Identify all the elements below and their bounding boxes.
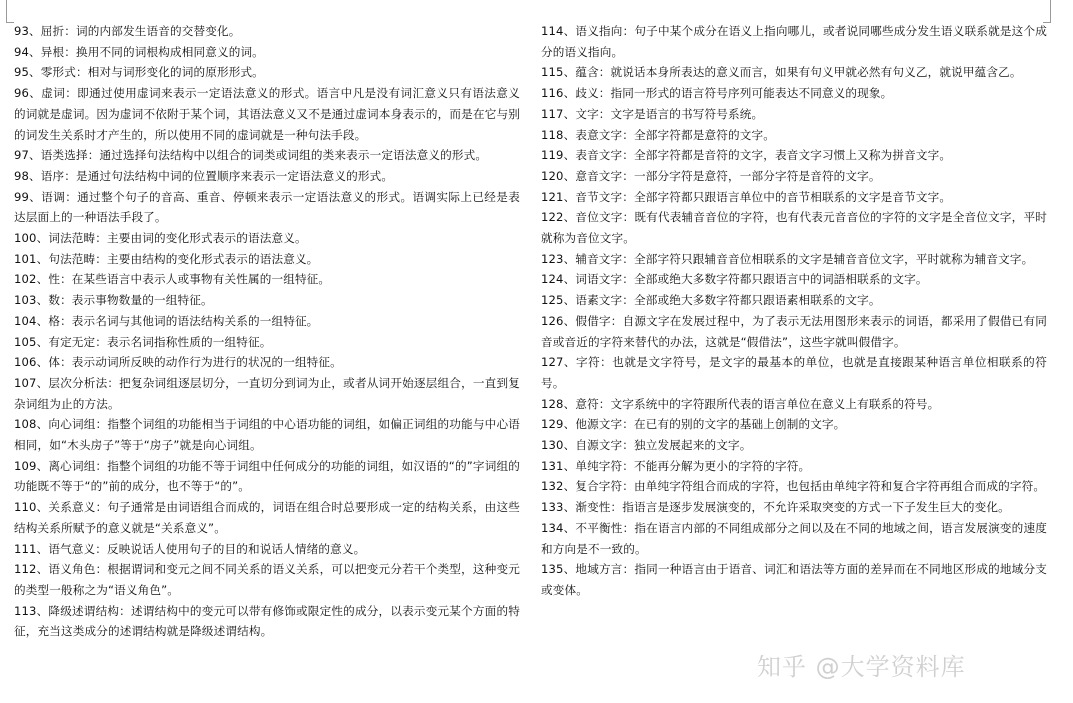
- glossary-entry: 117、文字：文字是语言的书写符号系统。: [541, 106, 764, 121]
- watermark: 知乎 @大学资料库: [757, 653, 966, 681]
- glossary-entry: 113、降级述谓结构：述谓结构中的变元可以带有修饰或限定性的成分，以表示变元某个方面的特征，充当这类成分的述谓结构就是降级述谓结构。: [14, 603, 520, 639]
- glossary-entry: 123、辅音文字：全部字符只跟辅音音位相联系的文字是辅音音位文字，平时就称为辅音文字。: [541, 251, 1034, 266]
- glossary-entry: 96、虚词：即通过使用虚词来表示一定语法意义的形式。语言中凡是没有词汇意义只有语法意义的词就是虚词。因为虚词不依附于某个词，其语法意义又不是通过虚词本身表示的，而是在它与别的词发生关系时才产生的，所以使用不同的虚词就是一种句法手段。: [14, 86, 520, 142]
- right-column: [541, 21, 1047, 601]
- glossary-entry: 118、表意文字：全部字符都是意符的文字。: [541, 127, 775, 142]
- glossary-entry: 97、语类选择：通过选择句法结构中以组合的词类或词组的类来表示一定语法意义的形式。: [14, 148, 488, 163]
- glossary-entry: 105、有定无定：表示名词指称性质的一组特征。: [14, 334, 272, 349]
- glossary-entry: 127、字符：也就是文字符号，是文字的最基本的单位，也就是直接跟某种语言单位相联系的符号。: [541, 355, 1047, 390]
- glossary-entry: 126、假借字：自源文字在发展过程中，为了表示无法用图形来表示的词语，都采用了假借已有同音或音近的字符来替代的办法，这就是“假借法”，这些字就叫假借字。: [541, 313, 1047, 349]
- glossary-entry: 94、异根：换用不同的词根构成相同意义的词。: [14, 44, 264, 59]
- glossary-entry: 128、意符：文字系统中的字符跟所代表的语言单位在意义上有联系的符号。: [541, 396, 940, 411]
- glossary-entry: 99、语调：通过整个句子的音高、重音、停顿来表示一定语法意义的形式。语调实际上已经是表达层面上的一种语法手段了。: [14, 189, 520, 225]
- glossary-entry: 108、向心词组：指整个词组的功能相当于词组的中心语功能的词组，如偏正词组的功能与中心语相同，如“木头房子”等于“房子”就是向心词组。: [14, 417, 520, 453]
- glossary-entry: 103、数：表示事物数量的一组特征。: [14, 293, 213, 308]
- glossary-entry: 121、音节文字：全部字符都只跟语言单位中的音节相联系的文字是音节文字。: [541, 189, 952, 204]
- glossary-entry: 102、性：在某些语言中表示人或事物有关性属的一组特征。: [14, 272, 331, 287]
- glossary-entry: 104、格：表示名词与其他词的语法结构关系的一组特征。: [14, 313, 319, 328]
- glossary-entry: 114、语义指向：句子中某个成分在语义上指向哪儿，或者说同哪些成分发生语义联系就是这个成分的语义指向。: [541, 24, 1047, 59]
- left-column: [14, 21, 520, 642]
- glossary-entry: 130、自源文字：独立发展起来的文字。: [541, 438, 752, 453]
- glossary-entry: 106、体：表示动词所反映的动作行为进行的状况的一组特征。: [14, 355, 342, 370]
- glossary-entry: 134、不平衡性：指在语言内部的不同组成部分之间以及在不同的地域之间，语言发展演变的速度和方向是不一致的。: [541, 520, 1047, 556]
- glossary-entry: 112、语义角色：根据谓词和变元之间不同关系的语义关系，可以把变元分若干个类型，这种变元的类型一般称之为“语义角色”。: [14, 562, 520, 597]
- glossary-entry: 135、地域方言：指同一种语言由于语音、词汇和语法等方面的差异而在不同地区形成的地域分支或变体。: [541, 562, 1047, 597]
- glossary-entry: 125、语素文字：全部或绝大多数字符都只跟语素相联系的文字。: [541, 293, 881, 308]
- glossary-entry: 116、歧义：指同一形式的语言符号序列可能表达不同意义的现象。: [541, 86, 893, 101]
- page-corner-mark-right: [1050, 0, 1051, 22]
- glossary-entry: 98、语序：是通过句法结构中词的位置顺序来表示一定语法意义的形式。: [14, 168, 394, 183]
- glossary-entry: 93、屈折：词的内部发生语音的交替变化。: [14, 24, 241, 38]
- glossary-entry: 124、词语文字：全部或绝大多数字符都只跟语言中的词語相联系的文字。: [541, 272, 928, 287]
- glossary-entry: 133、渐变性：指语言是逐步发展演变的，不允许采取突变的方式一下子发生巨大的变化。: [541, 500, 1010, 515]
- glossary-entry: 107、层次分析法：把复杂词组逐层切分，一直切分到词为止，或者从词开始逐层组合，一直到复杂词组为止的方法。: [14, 375, 520, 411]
- glossary-entry: 109、离心词组：指整个词组的功能不等于词组中任何成分的功能的词组，如汉语的“的”字词组的功能既不等于“的”前的成分，也不等于“的”。: [14, 458, 520, 494]
- glossary-entry: 132、复合字符：由单纯字符组合而成的字符，也包括由单纯字符和复合字符再组合而成的字符。: [541, 479, 1046, 494]
- glossary-entry: 95、零形式：相对与词形变化的词的原形形式。: [14, 65, 264, 80]
- glossary-entry: 110、关系意义：句子通常是由词语组合而成的，词语在组合时总要形成一定的结构关系，由这些结构关系所赋予的意义就是“关系意义”。: [14, 500, 520, 535]
- glossary-entry: 115、蕴含：就说话本身所表达的意义而言，如果有句义甲就必然有句义乙，就说甲蕴含乙。: [541, 65, 1022, 80]
- glossary-entry: 131、单纯字符：不能再分解为更小的字符的字符。: [541, 458, 811, 473]
- glossary-entry: 100、词法范畴：主要由词的变化形式表示的语法意义。: [14, 231, 307, 246]
- glossary-entry: 119、表音文字：全部字符都是音符的文字，表音文字习惯上又称为拼音文字。: [541, 148, 952, 163]
- glossary-entry: 111、语气意义：反映说话人使用句子的目的和说话人情绪的意义。: [14, 541, 366, 556]
- glossary-entry: 129、他源文字：在已有的别的文字的基础上创制的文字。: [541, 417, 846, 432]
- glossary-entry: 101、句法范畴：主要由结构的变化形式表示的语法意义。: [14, 251, 319, 266]
- page-corner-mark-left: [6, 0, 7, 22]
- glossary-entry: 122、音位文字：既有代表辅音音位的字符，也有代表元音音位的字符的文字是全音位文字，平时就称为音位文字。: [541, 210, 1047, 246]
- glossary-entry: 120、意音文字：一部分字符是意符，一部分字符是音符的文字。: [541, 168, 881, 183]
